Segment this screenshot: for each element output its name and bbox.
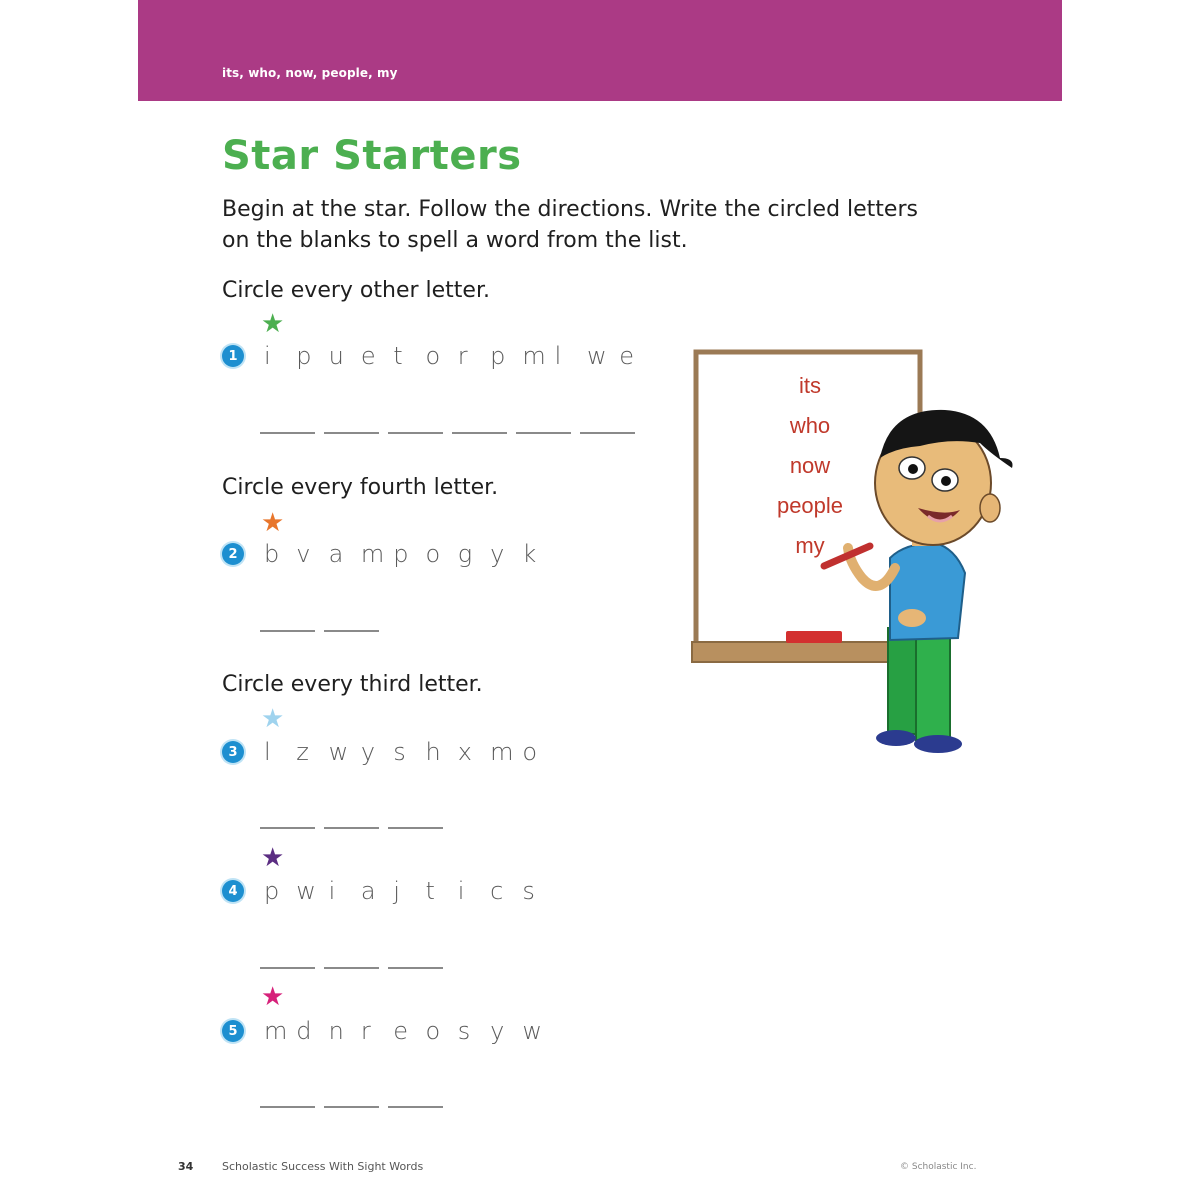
blank[interactable] — [388, 432, 443, 434]
letter: y — [360, 738, 376, 766]
letter: i — [457, 877, 465, 905]
page-number: 34 — [178, 1160, 194, 1173]
letter: t — [425, 877, 435, 905]
letter: n — [328, 1017, 344, 1045]
answer-blanks-4[interactable] — [260, 967, 443, 969]
letter: w — [522, 1017, 543, 1045]
blank[interactable] — [260, 1106, 315, 1108]
letter: i — [328, 877, 336, 905]
letter: v — [296, 540, 311, 568]
letter-row-1 — [264, 342, 652, 370]
blank[interactable] — [388, 967, 443, 969]
instruction-every-third: Circle every third letter. — [222, 672, 483, 697]
letter: x — [457, 738, 472, 766]
blank[interactable] — [516, 432, 571, 434]
letter: s — [457, 1017, 471, 1045]
letter: d — [296, 1017, 312, 1045]
letter: i — [264, 342, 271, 370]
copyright: © Scholastic Inc. — [900, 1162, 977, 1172]
answer-blanks-1[interactable] — [260, 432, 635, 434]
blank[interactable] — [260, 630, 315, 632]
number-circle-icon: 4 — [222, 880, 244, 902]
header-band — [138, 0, 1062, 101]
letter: p — [264, 877, 280, 905]
board-word-people: people — [776, 493, 844, 518]
letter: k — [522, 540, 537, 568]
blank[interactable] — [452, 432, 507, 434]
star-icon: ★ — [261, 508, 285, 538]
letter: c — [490, 877, 504, 905]
letter: e — [360, 342, 376, 370]
letter: a — [328, 540, 344, 568]
letter: w — [328, 738, 349, 766]
letter: y — [490, 540, 505, 568]
directions-text: Begin at the star. Follow the directions. Write the circled letters on the blanks to spell a word from the list. — [222, 197, 918, 253]
blank[interactable] — [324, 827, 379, 829]
blank[interactable] — [260, 827, 315, 829]
letter: s — [393, 738, 406, 766]
letter: p — [393, 540, 409, 568]
letter: e — [619, 342, 635, 370]
blank[interactable] — [388, 827, 443, 829]
letter: p — [490, 342, 506, 370]
letter: m — [360, 540, 385, 568]
blank[interactable] — [580, 432, 635, 434]
blank[interactable] — [260, 432, 315, 434]
sight-word-list: its, who, now, people, my — [222, 66, 398, 80]
answer-blanks-2[interactable] — [260, 630, 379, 632]
letter: o — [425, 342, 441, 370]
letter: l — [264, 738, 271, 766]
number-circle-icon: 2 — [222, 543, 244, 565]
letter: o — [425, 1017, 441, 1045]
letter: u — [328, 342, 344, 370]
instruction-every-fourth: Circle every fourth letter. — [222, 475, 499, 500]
board-word-now: now — [789, 453, 831, 478]
star-icon: ★ — [261, 982, 285, 1012]
blank[interactable] — [324, 630, 379, 632]
letter: g — [457, 540, 473, 568]
letter: a — [360, 877, 376, 905]
number-circle-icon: 3 — [222, 741, 244, 763]
letter-row-2 — [264, 540, 555, 568]
letter: e — [393, 1017, 408, 1045]
letter-row-5 — [264, 1017, 555, 1045]
blank[interactable] — [324, 432, 379, 434]
board-word-its: its — [799, 373, 821, 398]
letter: h — [425, 738, 441, 766]
letter: z — [296, 738, 309, 766]
letter: p — [296, 342, 312, 370]
letter: y — [490, 1017, 505, 1045]
letter: r — [360, 1017, 371, 1045]
letter-row-4 — [264, 877, 555, 905]
letter: m — [490, 738, 514, 766]
answer-blanks-5[interactable] — [260, 1106, 443, 1108]
number-circle-icon: 1 — [222, 345, 244, 367]
star-icon: ★ — [261, 704, 285, 734]
worksheet-page — [138, 0, 1062, 1200]
letter: w — [586, 342, 607, 370]
letter: m — [522, 342, 546, 370]
letter: o — [522, 738, 538, 766]
letter-row-3 — [264, 738, 555, 766]
number-circle-icon: 5 — [222, 1020, 244, 1042]
star-icon: ★ — [261, 843, 285, 873]
blank[interactable] — [388, 1106, 443, 1108]
board-word-who: who — [789, 413, 831, 438]
letter: t — [393, 342, 403, 370]
book-title: Scholastic Success With Sight Words — [222, 1160, 424, 1173]
letter: j — [393, 877, 400, 905]
letter: l — [554, 342, 562, 370]
letter: w — [296, 877, 316, 905]
letter: o — [425, 540, 441, 568]
instruction-every-other: Circle every other letter. — [222, 278, 490, 303]
letter: s — [522, 877, 535, 905]
letter: r — [457, 342, 468, 370]
answer-blanks-3[interactable] — [260, 827, 443, 829]
board-word-my: my — [795, 533, 825, 558]
blank[interactable] — [324, 967, 379, 969]
star-icon: ★ — [261, 309, 285, 339]
letter: m — [264, 1017, 288, 1045]
page-title: Star Starters — [222, 133, 522, 179]
letter: b — [264, 540, 280, 568]
blank[interactable] — [260, 967, 315, 969]
blank[interactable] — [324, 1106, 379, 1108]
